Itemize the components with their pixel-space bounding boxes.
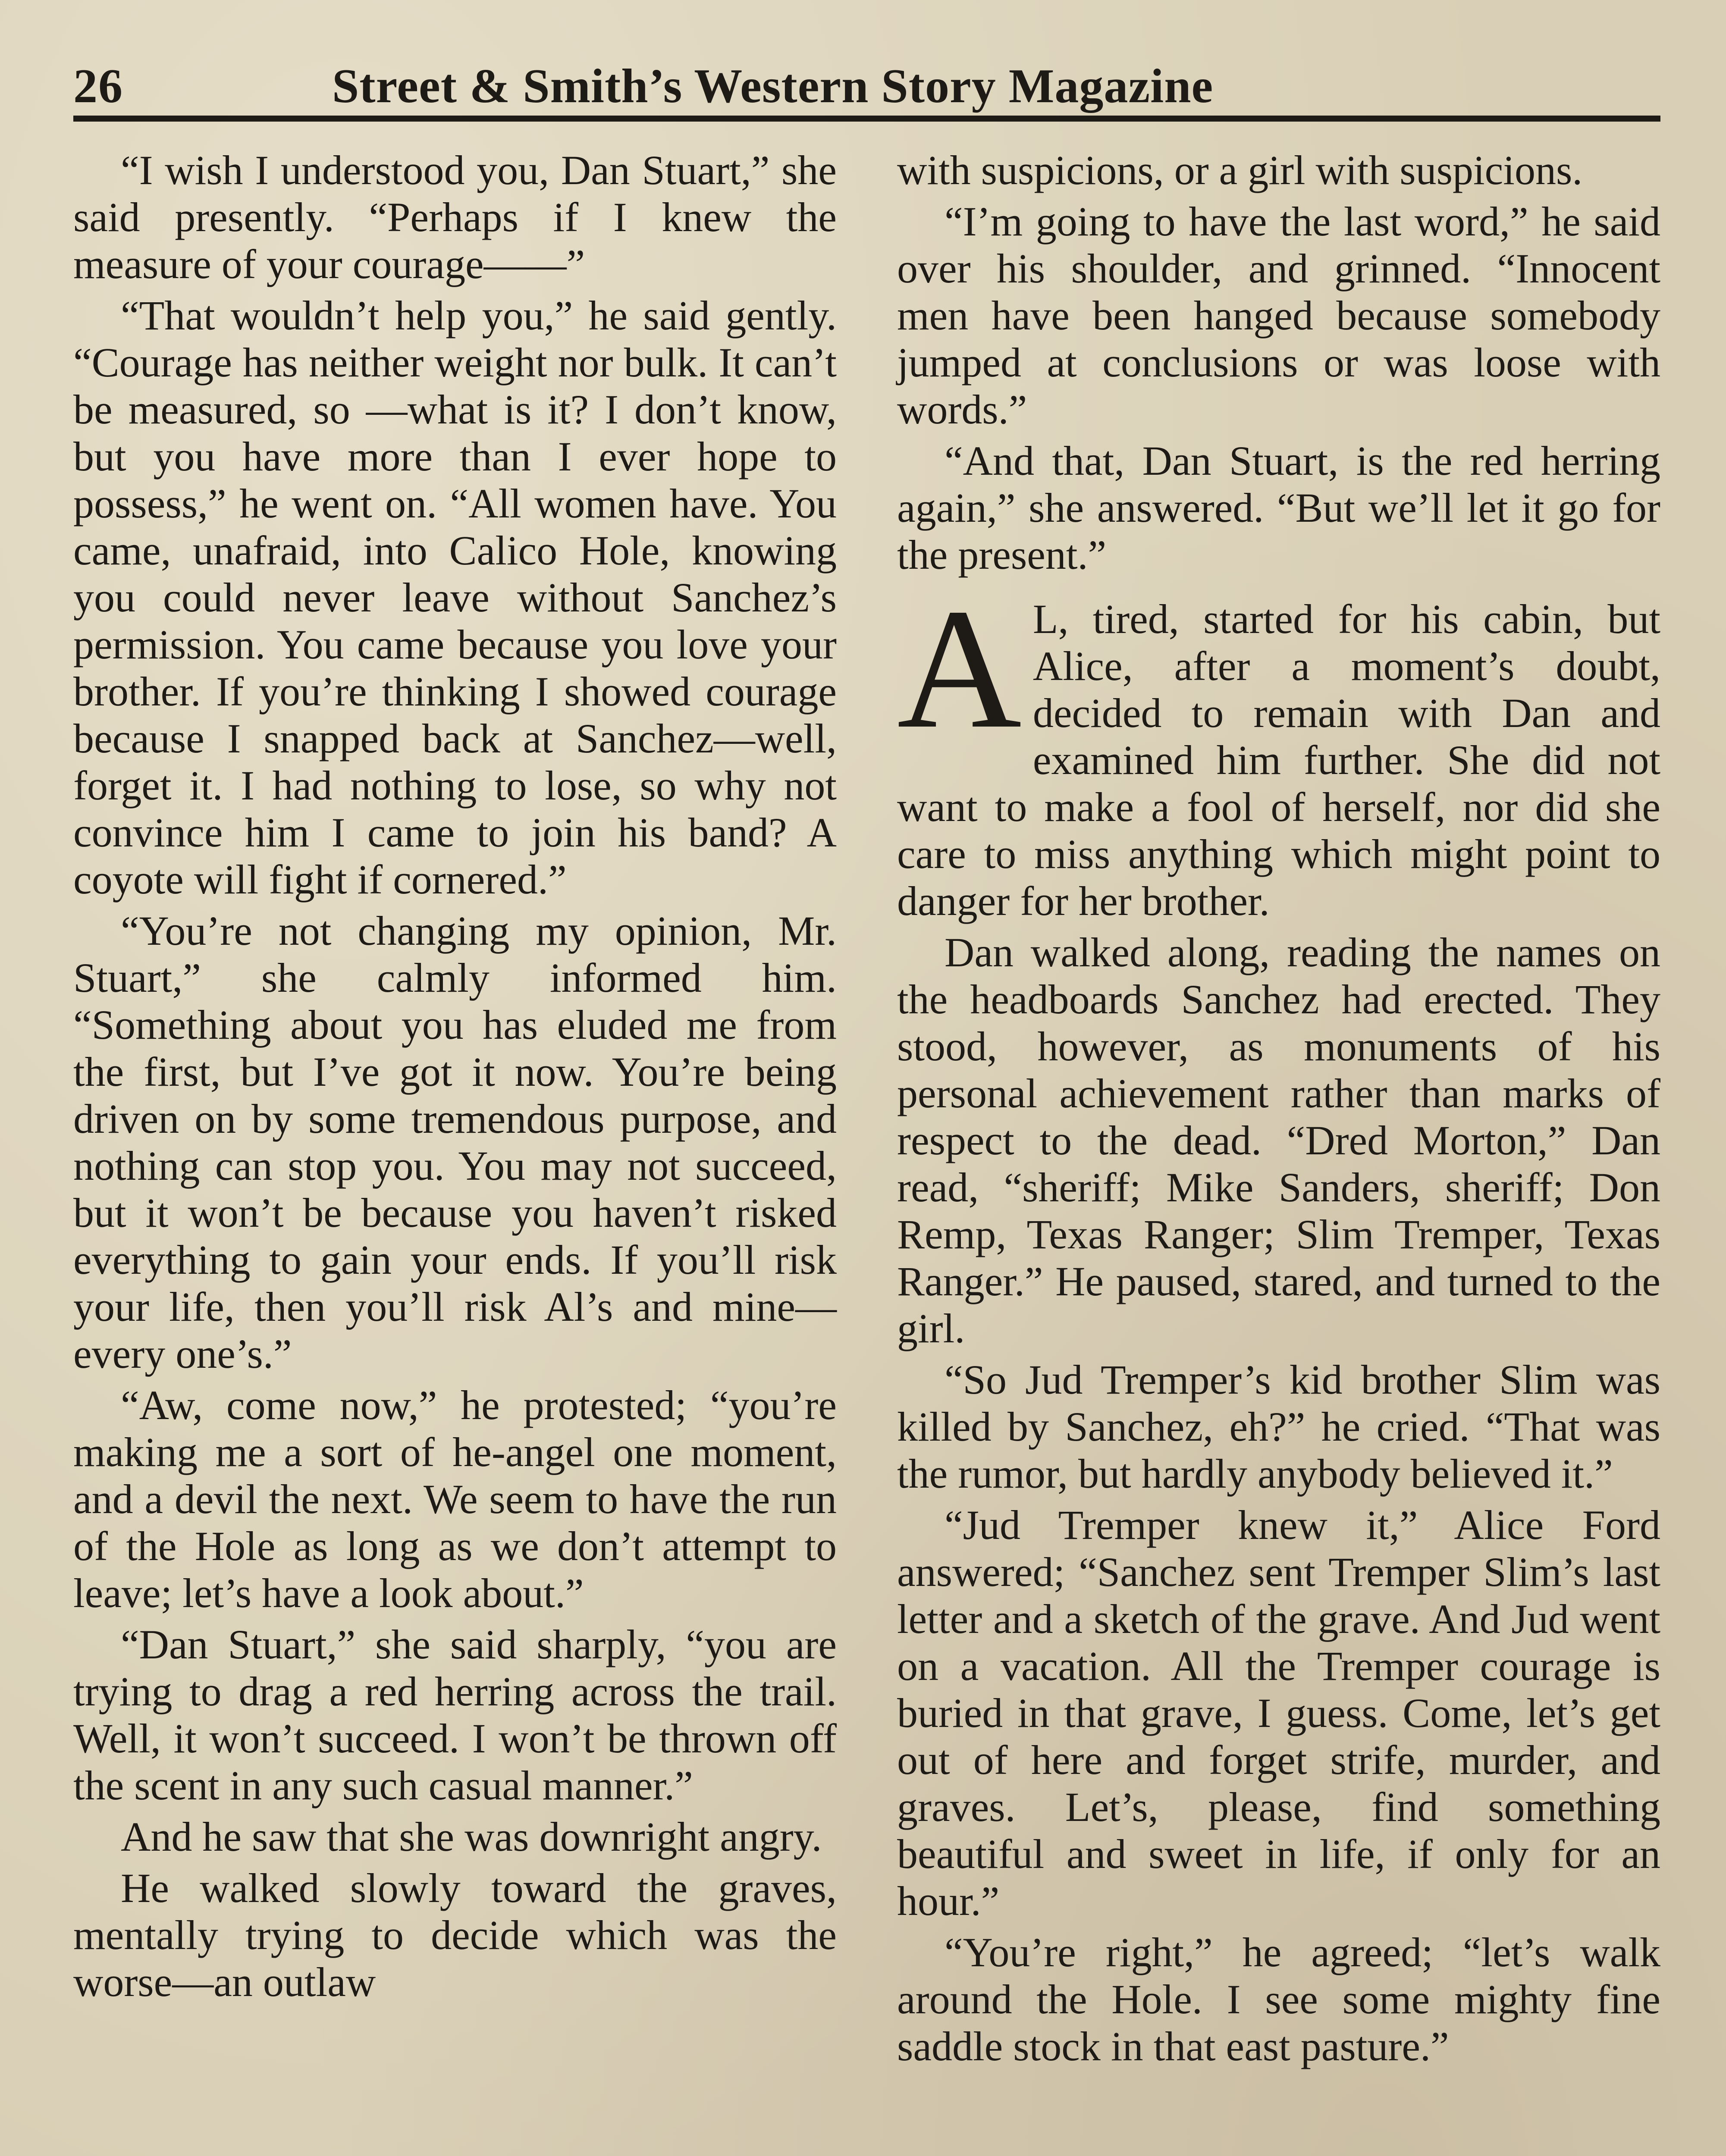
paragraph: “You’re right,” he agreed; “let’s walk around the Hole. I see some mighty fine saddle stock in that east pasture.”: [897, 1929, 1660, 2069]
paragraph: Dan walked along, reading the names on the headboards Sanchez had erected. They stood, however, as monuments of his personal achievement rather than marks of respect to the dead. “Dred Morton,” Dan read, “sheriff; Mike Sanders, sheriff; Don Remp, Texas Ranger; Slim Tremper, Texas Ranger.” He paused, stared, and turned to the girl.: [897, 929, 1660, 1351]
paragraph: “You’re not changing my opinion, Mr. Stuart,” she calmly informed him. “Something about you has eluded me from the first, but I’ve got it now. You’re being driven on by some tremendous purpose, and nothing can stop you. You may not succeed, but it won’t be because you haven’t risked everything to gain your ends. If you’ll risk your life, then you’ll risk Al’s and mine—every one’s.”: [73, 908, 837, 1377]
paragraph: And he saw that she was downright angry.: [121, 1814, 822, 1860]
paragraph: “Dan Stuart,” she said sharply, “you are trying to drag a red herring across the trail. Well, it won’t succeed. I won’t be thrown off the scent in any such casual manner.”: [73, 1621, 837, 1808]
right-column: [897, 147, 1660, 2074]
drop-cap-letter: A: [897, 573, 1022, 764]
paragraph: “Jud Tremper knew it,” Alice Ford answered; “Sanchez sent Tremper Slim’s last letter and a sketch of the grave. And Jud went on a vacation. All the Tremper courage is buried in that grave, I guess. Come, let’s get out of here and forget strife, murder, and graves. Let’s, please, find something beautiful and sweet in life, if only for an hour.”: [897, 1502, 1660, 1924]
dropcap-paragraph: [897, 573, 1660, 924]
paragraph: “That wouldn’t help you,” he said gently. “Courage has neither weight nor bulk. It can’t be measured, so —what is it? I don’t know, but you have more than I ever hope to possess,” he went on. “All women have. You came, unafraid, into Calico Hole, knowing you could never leave without Sanchez’s permission. You came because you love your brother. If you’re thinking I showed courage because I snapped back at Sanchez—well, forget it. I had nothing to lose, so why not convince him I came to join his band? A coyote will fight if cornered.”: [73, 292, 837, 903]
left-column: [73, 147, 837, 2010]
header-rule: [73, 116, 1660, 122]
paragraph: “And that, Dan Stuart, is the red herring again,” she answered. “But we’ll let it go for the present.”: [897, 438, 1660, 578]
page-number: 26: [73, 60, 123, 113]
dropcap-paragraph-text: L, tired, started for his cabin, but Alice, after a moment’s doubt, decided to remain with Dan and examined him further. She did not want to make a fool of herself, nor did she care to miss anything which might point to danger for her brother.: [897, 596, 1660, 924]
paragraph: “Aw, come now,” he protested; “you’re making me a sort of he-angel one moment, and a devil the next. We seem to have the run of the Hole as long as we don’t attempt to leave; let’s have a look about.”: [73, 1382, 837, 1616]
paragraph: “I’m going to have the last word,” he said over his shoulder, and grinned. “Innocent men have been hanged because somebody jumped at conclusions or was loose with words.”: [897, 198, 1660, 432]
paragraph: “So Jud Tremper’s kid brother Slim was killed by Sanchez, eh?” he cried. “That was the rumor, but hardly anybody believed it.”: [897, 1357, 1660, 1497]
page-header: [73, 52, 1660, 121]
paragraph-continued: with suspicions, or a girl with suspicions.: [897, 147, 1583, 193]
paragraph: “I wish I understood you, Dan Stuart,” she said presently. “Perhaps if I knew the measure of your courage——”: [73, 147, 837, 287]
paragraph: He walked slowly toward the graves, mentally trying to decide which was the worse—an outlaw: [73, 1865, 837, 2005]
running-title: Street & Smith’s Western Story Magazine: [332, 60, 1214, 113]
